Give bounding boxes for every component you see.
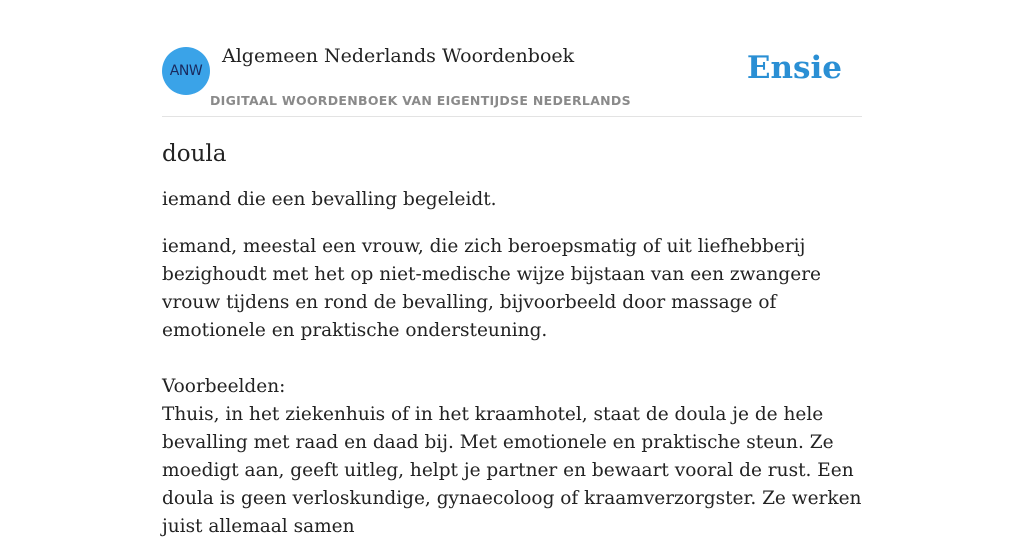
ensie-brand-link[interactable]: Ensie (746, 50, 842, 86)
long-definition: iemand, meestal een vrouw, die zich beroepsmatig of uit liefhebberij bezighoudt met het op niet-medische wijze bijstaan van een zwangere vrouw tijdens en rond de bevalling, bijvoorbeeld door massage of emotionele en praktische ondersteuning. (162, 236, 821, 341)
site-header (162, 0, 862, 117)
examples-label: Voorbeelden: (162, 376, 286, 397)
examples-text: Thuis, in het ziekenhuis of in het kraamhotel, staat de doula je de hele bevalling met raad en daad bij. Met emotionele en praktische steun. Ze moedigt aan, geeft uitleg, helpt je partner en bewaart vooral de rust. Een doula is geen verloskundige, gynaecoloog of kraamverzorgster. Ze werken juist allemaal samen (162, 404, 862, 537)
headword: doula (162, 141, 227, 167)
entry-content (162, 138, 862, 541)
short-definition: iemand die een bevalling begeleidt. (162, 189, 497, 210)
logo-text: ANW (169, 63, 203, 79)
anw-logo[interactable] (162, 47, 210, 95)
site-subtitle: DIGITAAL WOORDENBOEK VAN EIGENTIJDSE NEDERLANDS (210, 93, 631, 108)
site-title[interactable]: Algemeen Nederlands Woordenboek (222, 45, 575, 67)
